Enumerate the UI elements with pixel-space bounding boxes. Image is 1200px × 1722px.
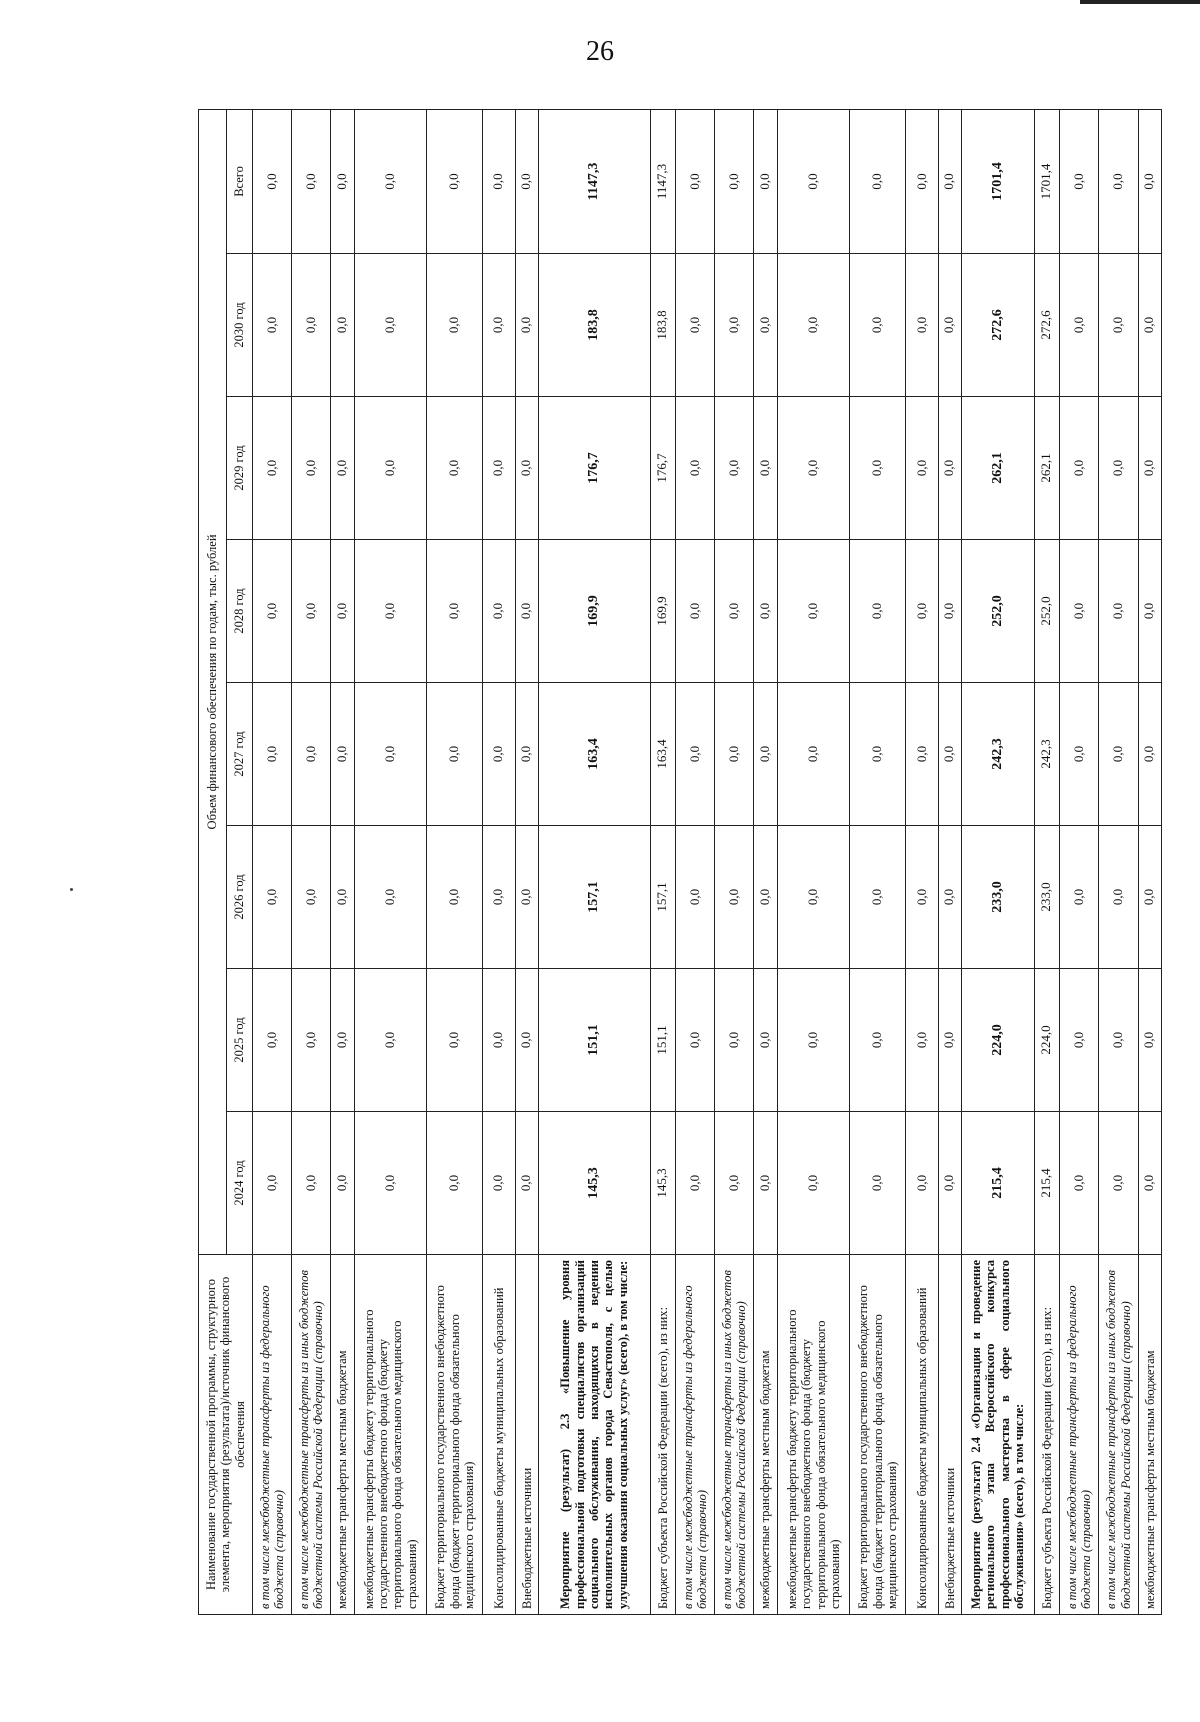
row-value-cell: 0,0 (777, 683, 850, 826)
row-total-cell: 0,0 (1099, 109, 1138, 253)
row-value-cell: 0,0 (676, 397, 715, 540)
row-value-cell: 0,0 (1099, 397, 1138, 540)
row-value-cell: 0,0 (754, 1112, 777, 1255)
year-header: 2027 год (227, 683, 253, 826)
row-value-cell: 151,1 (650, 969, 676, 1112)
row-value-cell: 0,0 (427, 969, 483, 1112)
row-total-cell: 0,0 (938, 109, 961, 253)
row-value-cell: 0,0 (483, 397, 516, 540)
year-header: 2024 год (227, 1112, 253, 1255)
row-value-cell: 0,0 (331, 540, 354, 683)
row-source-name: в том числе межбюджетные трансферты из иных бюджетов бюджетной системы Российской Федерации (справочно) (292, 1255, 331, 1615)
table-row (331, 109, 354, 1614)
table-row (1034, 109, 1060, 1614)
row-value-cell: 0,0 (292, 397, 331, 540)
row-total-cell: 0,0 (427, 109, 483, 253)
row-value-cell: 0,0 (354, 540, 427, 683)
row-source-name: в том числе межбюджетные трансферты из федерального бюджета (справочно) (253, 1255, 292, 1615)
table-row (650, 109, 676, 1614)
table-row (1060, 109, 1099, 1614)
row-value-cell: 0,0 (354, 1112, 427, 1255)
row-value-cell: 0,0 (1138, 397, 1161, 540)
row-value-cell: 252,0 (1034, 540, 1060, 683)
row-total-cell: 0,0 (777, 109, 850, 253)
row-value-cell: 0,0 (906, 683, 939, 826)
row-source-name: Бюджет субъекта Российской Федерации (всего), из них: (1034, 1255, 1060, 1615)
row-value-cell: 0,0 (292, 826, 331, 969)
financing-table (198, 109, 1162, 1615)
row-value-cell: 169,9 (650, 540, 676, 683)
row-value-cell: 0,0 (483, 1112, 516, 1255)
row-source-name: Мероприятие (результат) 2.4 «Организация и проведение регионального этапа Всероссийского конкурса профессионального мастерства в сфере социального обслуживания» (всего), в том числе: (962, 1255, 1035, 1615)
year-header: 2028 год (227, 540, 253, 683)
row-total-cell: 0,0 (1060, 109, 1099, 253)
year-header: 2025 год (227, 969, 253, 1112)
row-value-cell: 0,0 (754, 969, 777, 1112)
row-value-cell: 0,0 (354, 969, 427, 1112)
row-value-cell: 0,0 (253, 1112, 292, 1255)
row-value-cell: 0,0 (483, 540, 516, 683)
row-total-cell: 0,0 (515, 109, 538, 253)
row-value-cell: 0,0 (1138, 683, 1161, 826)
row-total-cell: 0,0 (483, 109, 516, 253)
row-source-name: Консолидированные бюджеты муниципальных образований (483, 1255, 516, 1615)
row-value-cell: 0,0 (715, 826, 754, 969)
row-value-cell: 0,0 (331, 397, 354, 540)
row-value-cell: 0,0 (515, 969, 538, 1112)
row-value-cell: 0,0 (906, 254, 939, 397)
table-row (253, 109, 292, 1614)
table-row (483, 109, 516, 1614)
rotated-table-container (198, 110, 1162, 1615)
table-row (906, 109, 939, 1614)
table-row (1138, 109, 1161, 1614)
name-column-header: Наименование государственной программы, структурного элемента, мероприятия (результата)/источник финансового обеспечения (199, 1255, 253, 1615)
row-source-name: в том числе межбюджетные трансферты из федерального бюджета (справочно) (676, 1255, 715, 1615)
row-value-cell: 0,0 (777, 254, 850, 397)
row-value-cell: 0,0 (253, 254, 292, 397)
row-value-cell: 0,0 (1138, 254, 1161, 397)
row-value-cell: 0,0 (754, 254, 777, 397)
row-value-cell: 0,0 (777, 1112, 850, 1255)
row-value-cell: 0,0 (906, 1112, 939, 1255)
row-value-cell: 0,0 (515, 397, 538, 540)
row-value-cell: 0,0 (253, 969, 292, 1112)
row-value-cell: 0,0 (292, 254, 331, 397)
row-value-cell: 183,8 (650, 254, 676, 397)
row-value-cell: 0,0 (850, 1112, 906, 1255)
row-value-cell: 0,0 (1060, 969, 1099, 1112)
row-value-cell: 0,0 (754, 826, 777, 969)
row-total-cell: 0,0 (676, 109, 715, 253)
row-value-cell: 0,0 (1138, 826, 1161, 969)
row-value-cell: 252,0 (962, 540, 1035, 683)
row-value-cell: 0,0 (483, 826, 516, 969)
row-value-cell: 215,4 (1034, 1112, 1060, 1255)
row-value-cell: 0,0 (1099, 683, 1138, 826)
row-value-cell: 0,0 (253, 540, 292, 683)
row-value-cell: 145,3 (650, 1112, 676, 1255)
row-value-cell: 0,0 (850, 969, 906, 1112)
table-row (715, 109, 754, 1614)
row-value-cell: 0,0 (850, 397, 906, 540)
row-value-cell: 0,0 (676, 969, 715, 1112)
table-row (1099, 109, 1138, 1614)
row-value-cell: 0,0 (354, 683, 427, 826)
row-value-cell: 0,0 (331, 969, 354, 1112)
row-value-cell: 0,0 (676, 1112, 715, 1255)
row-value-cell: 157,1 (538, 826, 650, 969)
row-value-cell: 0,0 (427, 826, 483, 969)
row-source-name: межбюджетные трансферты местным бюджетам (1138, 1255, 1161, 1615)
row-value-cell: 0,0 (253, 826, 292, 969)
row-value-cell: 0,0 (1099, 969, 1138, 1112)
table-body (253, 109, 1162, 1614)
row-source-name: Бюджет территориального государственного внебюджетного фонда (бюджет территориального фонда обязательного медицинского страхования) (850, 1255, 906, 1615)
row-value-cell: 0,0 (938, 1112, 961, 1255)
row-value-cell: 0,0 (354, 826, 427, 969)
year-header: 2030 год (227, 254, 253, 397)
row-value-cell: 151,1 (538, 969, 650, 1112)
row-value-cell: 0,0 (938, 254, 961, 397)
row-total-cell: 0,0 (292, 109, 331, 253)
row-value-cell: 0,0 (1138, 969, 1161, 1112)
row-value-cell: 0,0 (331, 826, 354, 969)
row-value-cell: 0,0 (1060, 254, 1099, 397)
row-total-cell: 1147,3 (650, 109, 676, 253)
row-value-cell: 0,0 (754, 397, 777, 540)
row-value-cell: 163,4 (650, 683, 676, 826)
row-value-cell: 262,1 (1034, 397, 1060, 540)
row-source-name: в том числе межбюджетные трансферты из федерального бюджета (справочно) (1060, 1255, 1099, 1615)
row-value-cell: 0,0 (331, 1112, 354, 1255)
row-source-name: Мероприятие (результат) 2.3 «Повышение уровня профессиональной подготовки специалистов организаций социального обслуживания, находящихся в ведении исполнительных органов города Севастополя, с целью улучшения оказания социальных услуг» (всего), в том числе: (538, 1255, 650, 1615)
row-value-cell: 0,0 (515, 683, 538, 826)
row-total-cell: 1701,4 (1034, 109, 1060, 253)
row-value-cell: 0,0 (676, 826, 715, 969)
row-value-cell: 0,0 (292, 1112, 331, 1255)
row-source-name: межбюджетные трансферты местным бюджетам (754, 1255, 777, 1615)
row-value-cell: 224,0 (962, 969, 1035, 1112)
row-total-cell: 0,0 (253, 109, 292, 253)
row-value-cell: 0,0 (938, 969, 961, 1112)
row-value-cell: 272,6 (1034, 254, 1060, 397)
row-value-cell: 176,7 (538, 397, 650, 540)
row-value-cell: 0,0 (483, 254, 516, 397)
row-value-cell: 0,0 (515, 1112, 538, 1255)
row-value-cell: 0,0 (427, 540, 483, 683)
row-value-cell: 0,0 (676, 254, 715, 397)
row-value-cell: 0,0 (938, 826, 961, 969)
row-source-name: межбюджетные трансферты местным бюджетам (331, 1255, 354, 1615)
table-row (962, 109, 1035, 1614)
year-header: 2026 год (227, 826, 253, 969)
row-value-cell: 0,0 (850, 254, 906, 397)
row-value-cell: 176,7 (650, 397, 676, 540)
row-source-name: межбюджетные трансферты бюджету территориального государственного внебюджетного фонда (бюджету территориального фонда обязательного медицинского страхования) (354, 1255, 427, 1615)
row-total-cell: 1701,4 (962, 109, 1035, 253)
row-total-cell: 0,0 (754, 109, 777, 253)
row-value-cell: 215,4 (962, 1112, 1035, 1255)
table-row (354, 109, 427, 1614)
row-source-name: Внебюджетные источники (938, 1255, 961, 1615)
row-value-cell: 0,0 (1060, 826, 1099, 969)
row-value-cell: 0,0 (331, 254, 354, 397)
row-value-cell: 0,0 (906, 540, 939, 683)
row-value-cell: 0,0 (1060, 683, 1099, 826)
page-number: 26 (586, 36, 614, 67)
row-value-cell: 0,0 (1060, 397, 1099, 540)
row-value-cell: 224,0 (1034, 969, 1060, 1112)
row-value-cell: 0,0 (777, 397, 850, 540)
row-value-cell: 163,4 (538, 683, 650, 826)
row-value-cell: 0,0 (253, 397, 292, 540)
row-value-cell: 0,0 (754, 683, 777, 826)
row-value-cell: 233,0 (962, 826, 1035, 969)
row-value-cell: 0,0 (1138, 1112, 1161, 1255)
row-value-cell: 0,0 (253, 683, 292, 826)
row-value-cell: 0,0 (938, 683, 961, 826)
row-value-cell: 157,1 (650, 826, 676, 969)
row-value-cell: 0,0 (1099, 254, 1138, 397)
row-value-cell: 0,0 (292, 683, 331, 826)
row-value-cell: 0,0 (850, 826, 906, 969)
row-value-cell: 0,0 (777, 540, 850, 683)
row-total-cell: 1147,3 (538, 109, 650, 253)
row-value-cell: 0,0 (906, 969, 939, 1112)
row-value-cell: 0,0 (938, 540, 961, 683)
total-header: Всего (227, 109, 253, 253)
row-value-cell: 0,0 (676, 540, 715, 683)
row-source-name: в том числе межбюджетные трансферты из иных бюджетов бюджетной системы Российской Федерации (справочно) (715, 1255, 754, 1615)
row-total-cell: 0,0 (715, 109, 754, 253)
table-row (427, 109, 483, 1614)
year-header: 2029 год (227, 397, 253, 540)
row-value-cell: 0,0 (715, 969, 754, 1112)
row-value-cell: 0,0 (906, 397, 939, 540)
header-row-1 (199, 109, 227, 1614)
table-row (292, 109, 331, 1614)
row-source-name: в том числе межбюджетные трансферты из иных бюджетов бюджетной системы Российской Федерации (справочно) (1099, 1255, 1138, 1615)
scan-edge-mark (1080, 0, 1200, 4)
row-value-cell: 0,0 (427, 683, 483, 826)
row-value-cell: 0,0 (1099, 540, 1138, 683)
row-total-cell: 0,0 (354, 109, 427, 253)
row-source-name: межбюджетные трансферты бюджету территориального государственного внебюджетного фонда (бюджету территориального фонда обязательного медицинского страхования) (777, 1255, 850, 1615)
row-value-cell: 0,0 (483, 683, 516, 826)
row-source-name: Внебюджетные источники (515, 1255, 538, 1615)
row-value-cell: 0,0 (1060, 540, 1099, 683)
row-value-cell: 0,0 (515, 254, 538, 397)
row-value-cell: 242,3 (962, 683, 1035, 826)
row-value-cell: 169,9 (538, 540, 650, 683)
row-value-cell: 0,0 (1099, 826, 1138, 969)
row-value-cell: 0,0 (1138, 540, 1161, 683)
table-row (938, 109, 961, 1614)
row-value-cell: 0,0 (754, 540, 777, 683)
row-value-cell: 272,6 (962, 254, 1035, 397)
row-value-cell: 0,0 (331, 683, 354, 826)
row-value-cell: 0,0 (515, 826, 538, 969)
row-value-cell: 0,0 (515, 540, 538, 683)
row-value-cell: 0,0 (427, 254, 483, 397)
row-value-cell: 0,0 (777, 969, 850, 1112)
row-source-name: Консолидированные бюджеты муниципальных образований (906, 1255, 939, 1615)
row-value-cell: 0,0 (292, 969, 331, 1112)
row-value-cell: 0,0 (906, 826, 939, 969)
table-row (850, 109, 906, 1614)
row-value-cell: 145,3 (538, 1112, 650, 1255)
table-row (676, 109, 715, 1614)
row-source-name: Бюджет субъекта Российской Федерации (всего), из них: (650, 1255, 676, 1615)
row-value-cell: 0,0 (938, 397, 961, 540)
row-value-cell: 233,0 (1034, 826, 1060, 969)
row-value-cell: 0,0 (1060, 1112, 1099, 1255)
row-total-cell: 0,0 (331, 109, 354, 253)
row-value-cell: 183,8 (538, 254, 650, 397)
row-value-cell: 0,0 (354, 254, 427, 397)
row-value-cell: 0,0 (715, 254, 754, 397)
row-value-cell: 0,0 (715, 683, 754, 826)
scan-dot (70, 888, 73, 891)
table-row (754, 109, 777, 1614)
row-value-cell: 0,0 (1099, 1112, 1138, 1255)
table-row (777, 109, 850, 1614)
table-row (538, 109, 650, 1614)
row-value-cell: 262,1 (962, 397, 1035, 540)
table-row (515, 109, 538, 1614)
row-value-cell: 0,0 (483, 969, 516, 1112)
row-value-cell: 0,0 (715, 540, 754, 683)
row-source-name: Бюджет территориального государственного внебюджетного фонда (бюджет территориального фонда обязательного медицинского страхования) (427, 1255, 483, 1615)
row-value-cell: 0,0 (777, 826, 850, 969)
row-value-cell: 0,0 (292, 540, 331, 683)
row-value-cell: 0,0 (676, 683, 715, 826)
row-value-cell: 0,0 (850, 683, 906, 826)
row-value-cell: 0,0 (427, 1112, 483, 1255)
row-total-cell: 0,0 (906, 109, 939, 253)
row-value-cell: 0,0 (715, 397, 754, 540)
row-value-cell: 242,3 (1034, 683, 1060, 826)
row-value-cell: 0,0 (354, 397, 427, 540)
row-total-cell: 0,0 (850, 109, 906, 253)
volume-group-header: Объем финансового обеспечения по годам, тыс. рублей (199, 109, 227, 1254)
row-total-cell: 0,0 (1138, 109, 1161, 253)
row-value-cell: 0,0 (715, 1112, 754, 1255)
row-value-cell: 0,0 (850, 540, 906, 683)
row-value-cell: 0,0 (427, 397, 483, 540)
